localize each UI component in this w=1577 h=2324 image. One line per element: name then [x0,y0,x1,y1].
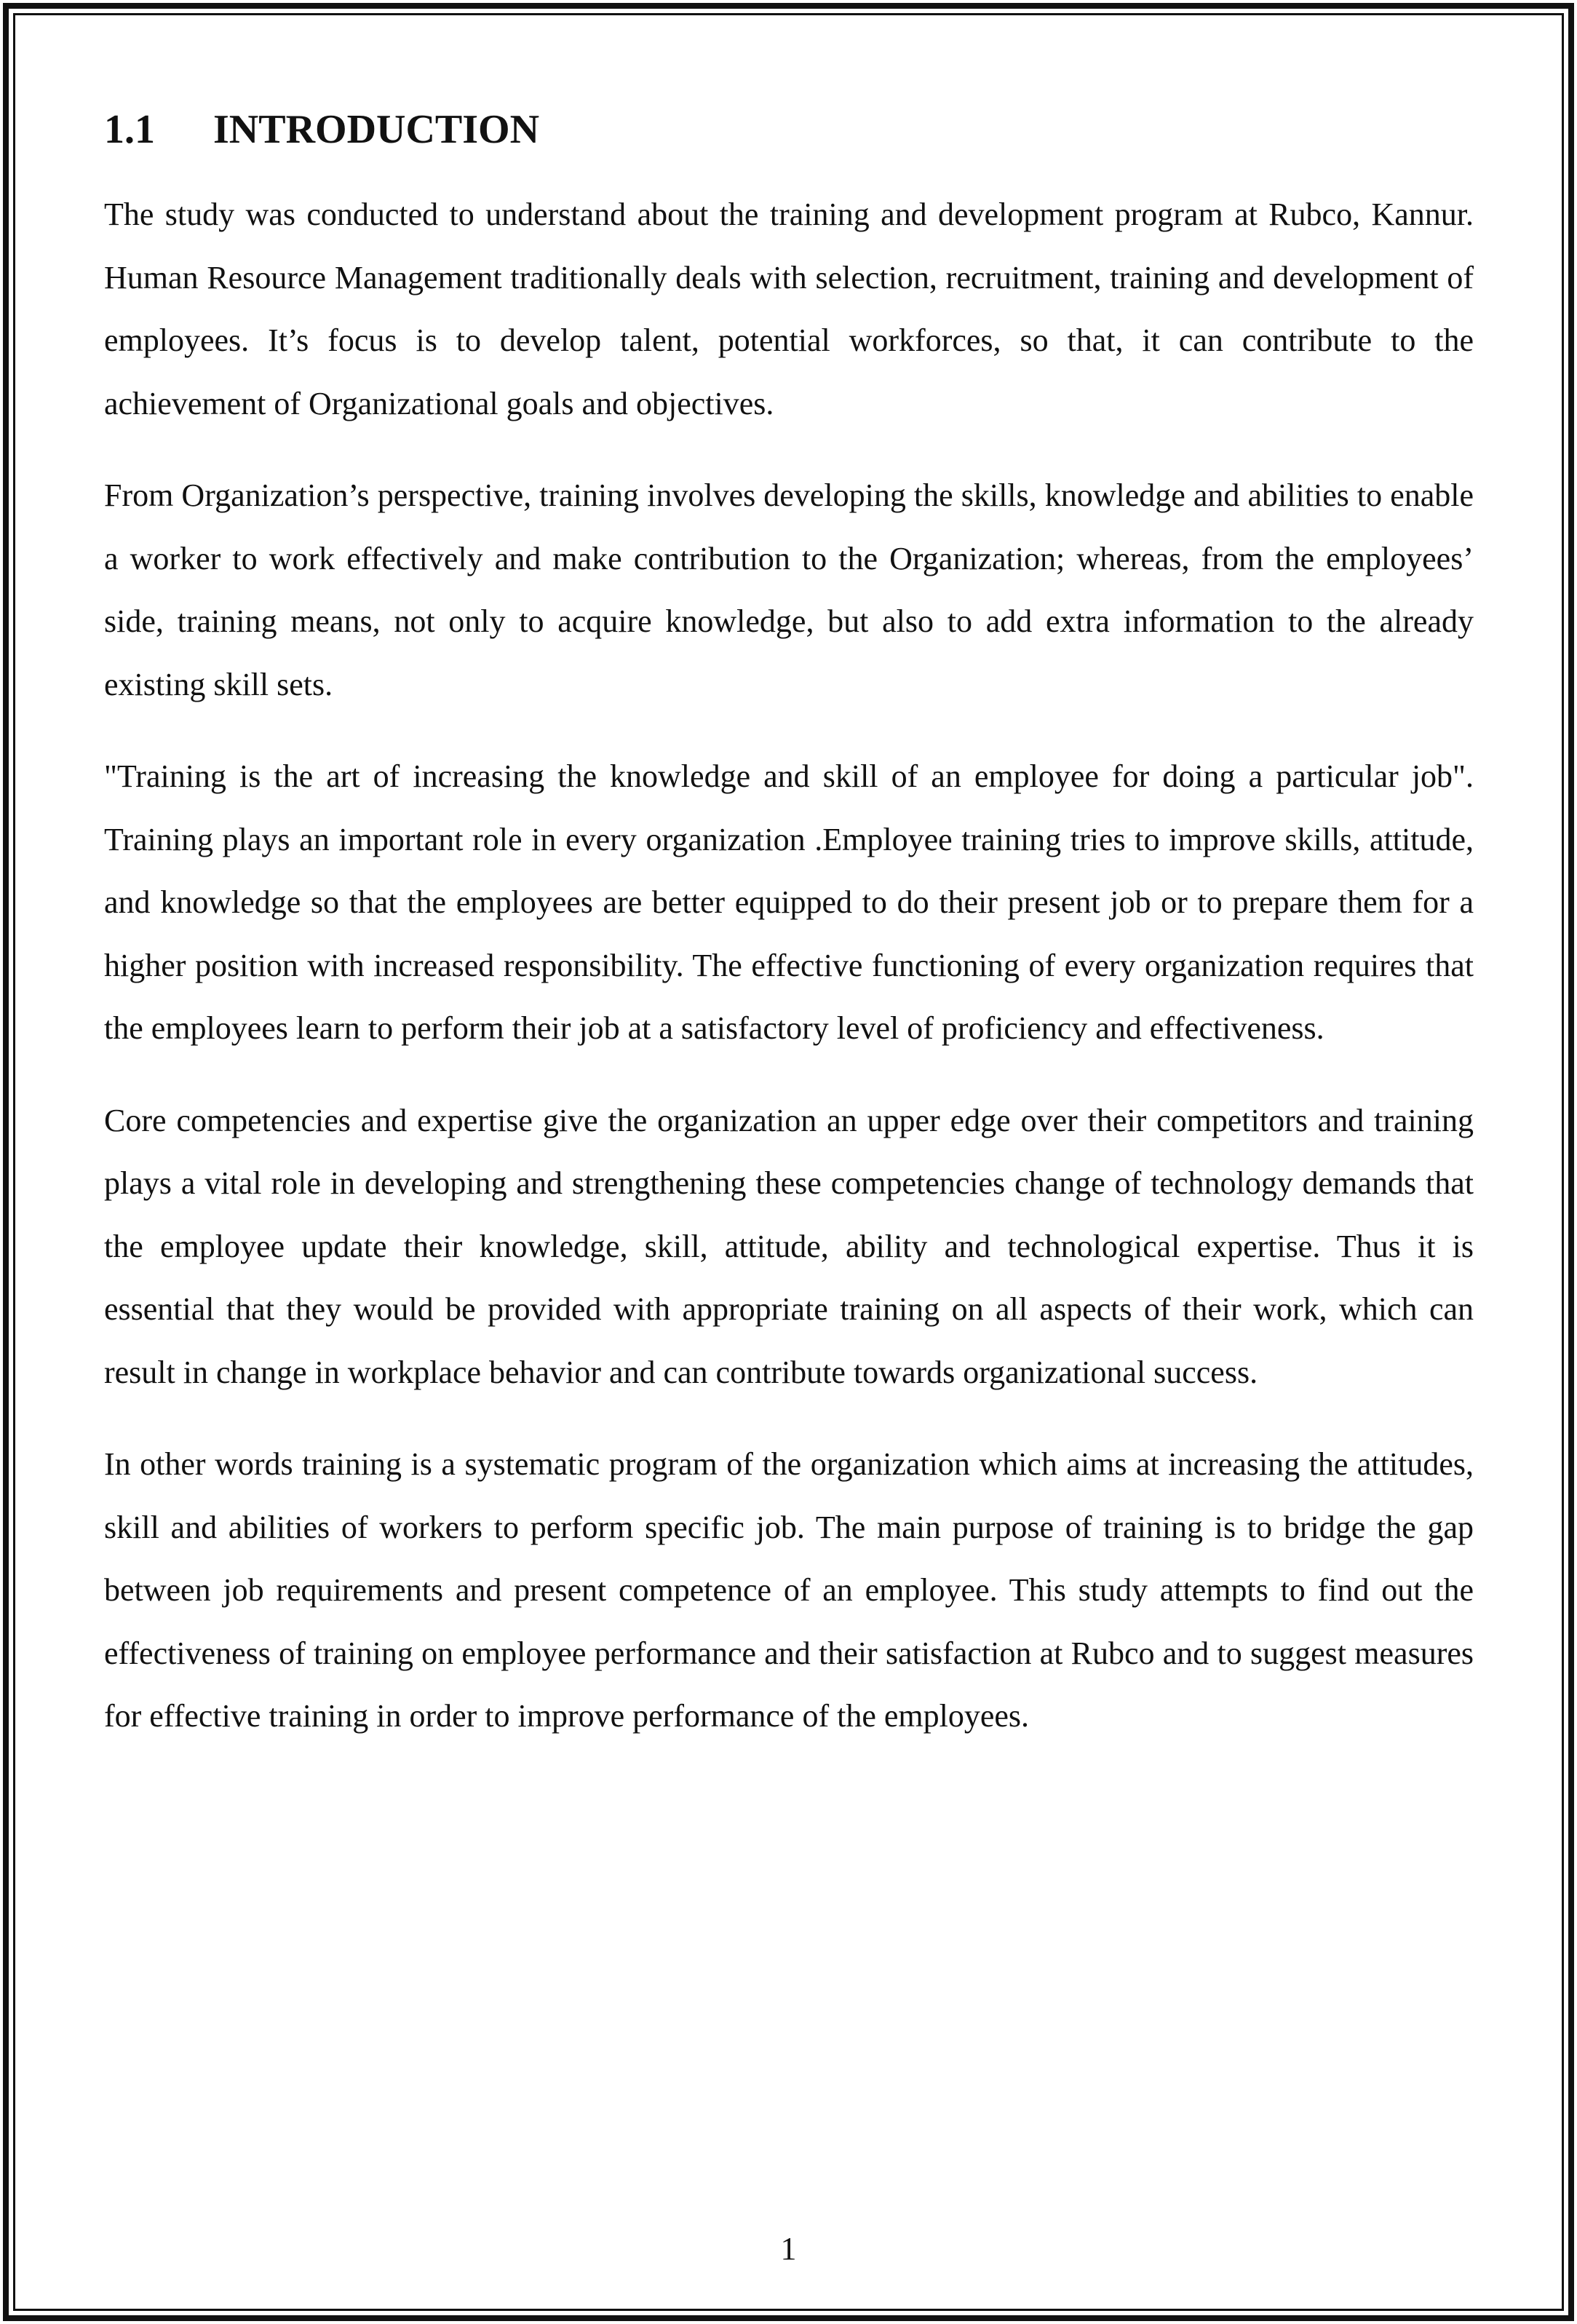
paragraph: Core competencies and expertise give the organization an upper edge over their competitors and training plays a vital role in developing and strengthening these competencies change of technology demands that the employee update their knowledge, skill, attitude, ability and technological expertise. Thus it is essential that they would be provided with appropriate training on all aspects of their work, which can result in change in workplace behavior and can contribute towards organizational success. [104,1102,1474,1390]
document-body [104,95,1474,1777]
section-heading [104,95,1474,164]
paragraph: "Training is the art of increasing the knowledge and skill of an employee for doing a particular job". Training plays an important role in every organization .Employee training tries to improve skills, attitude, and knowledge so that the employees are better equipped to do their present job or to prepare them for a higher position with increased responsibility. The effective functioning of every organization requires that the employees learn to perform their job at a satisfactory level of proficiency and effectiveness. [104,758,1474,1046]
paragraph: The study was conducted to understand about the training and development program at Rubco, Kannur. Human Resource Management traditionally deals with selection, recruitment, training and development of employees. It’s focus is to develop talent, potential workforces, so that, it can contribute to the achievement of Organizational goals and objectives. [104,197,1474,421]
paragraph: From Organization’s perspective, training involves developing the skills, knowledge and abilities to enable a worker to work effectively and make contribution to the Organization; whereas, from the employees’ side, training means, not only to acquire knowledge, but also to add extra information to the already existing skill sets. [104,477,1474,702]
page-number: 1 [780,2231,797,2267]
paragraph: In other words training is a systematic program of the organization which aims at increasing the attitudes, skill and abilities of workers to perform specific job. The main purpose of training is to bridge the gap between job requirements and present competence of an employee. This study attempts to find out the effectiveness of training on employee performance and their satisfaction at Rubco and to suggest measures for effective training in order to improve performance of the employees. [104,1446,1474,1734]
section-number: 1.1 [104,107,155,152]
section-title: INTRODUCTION [213,107,540,152]
